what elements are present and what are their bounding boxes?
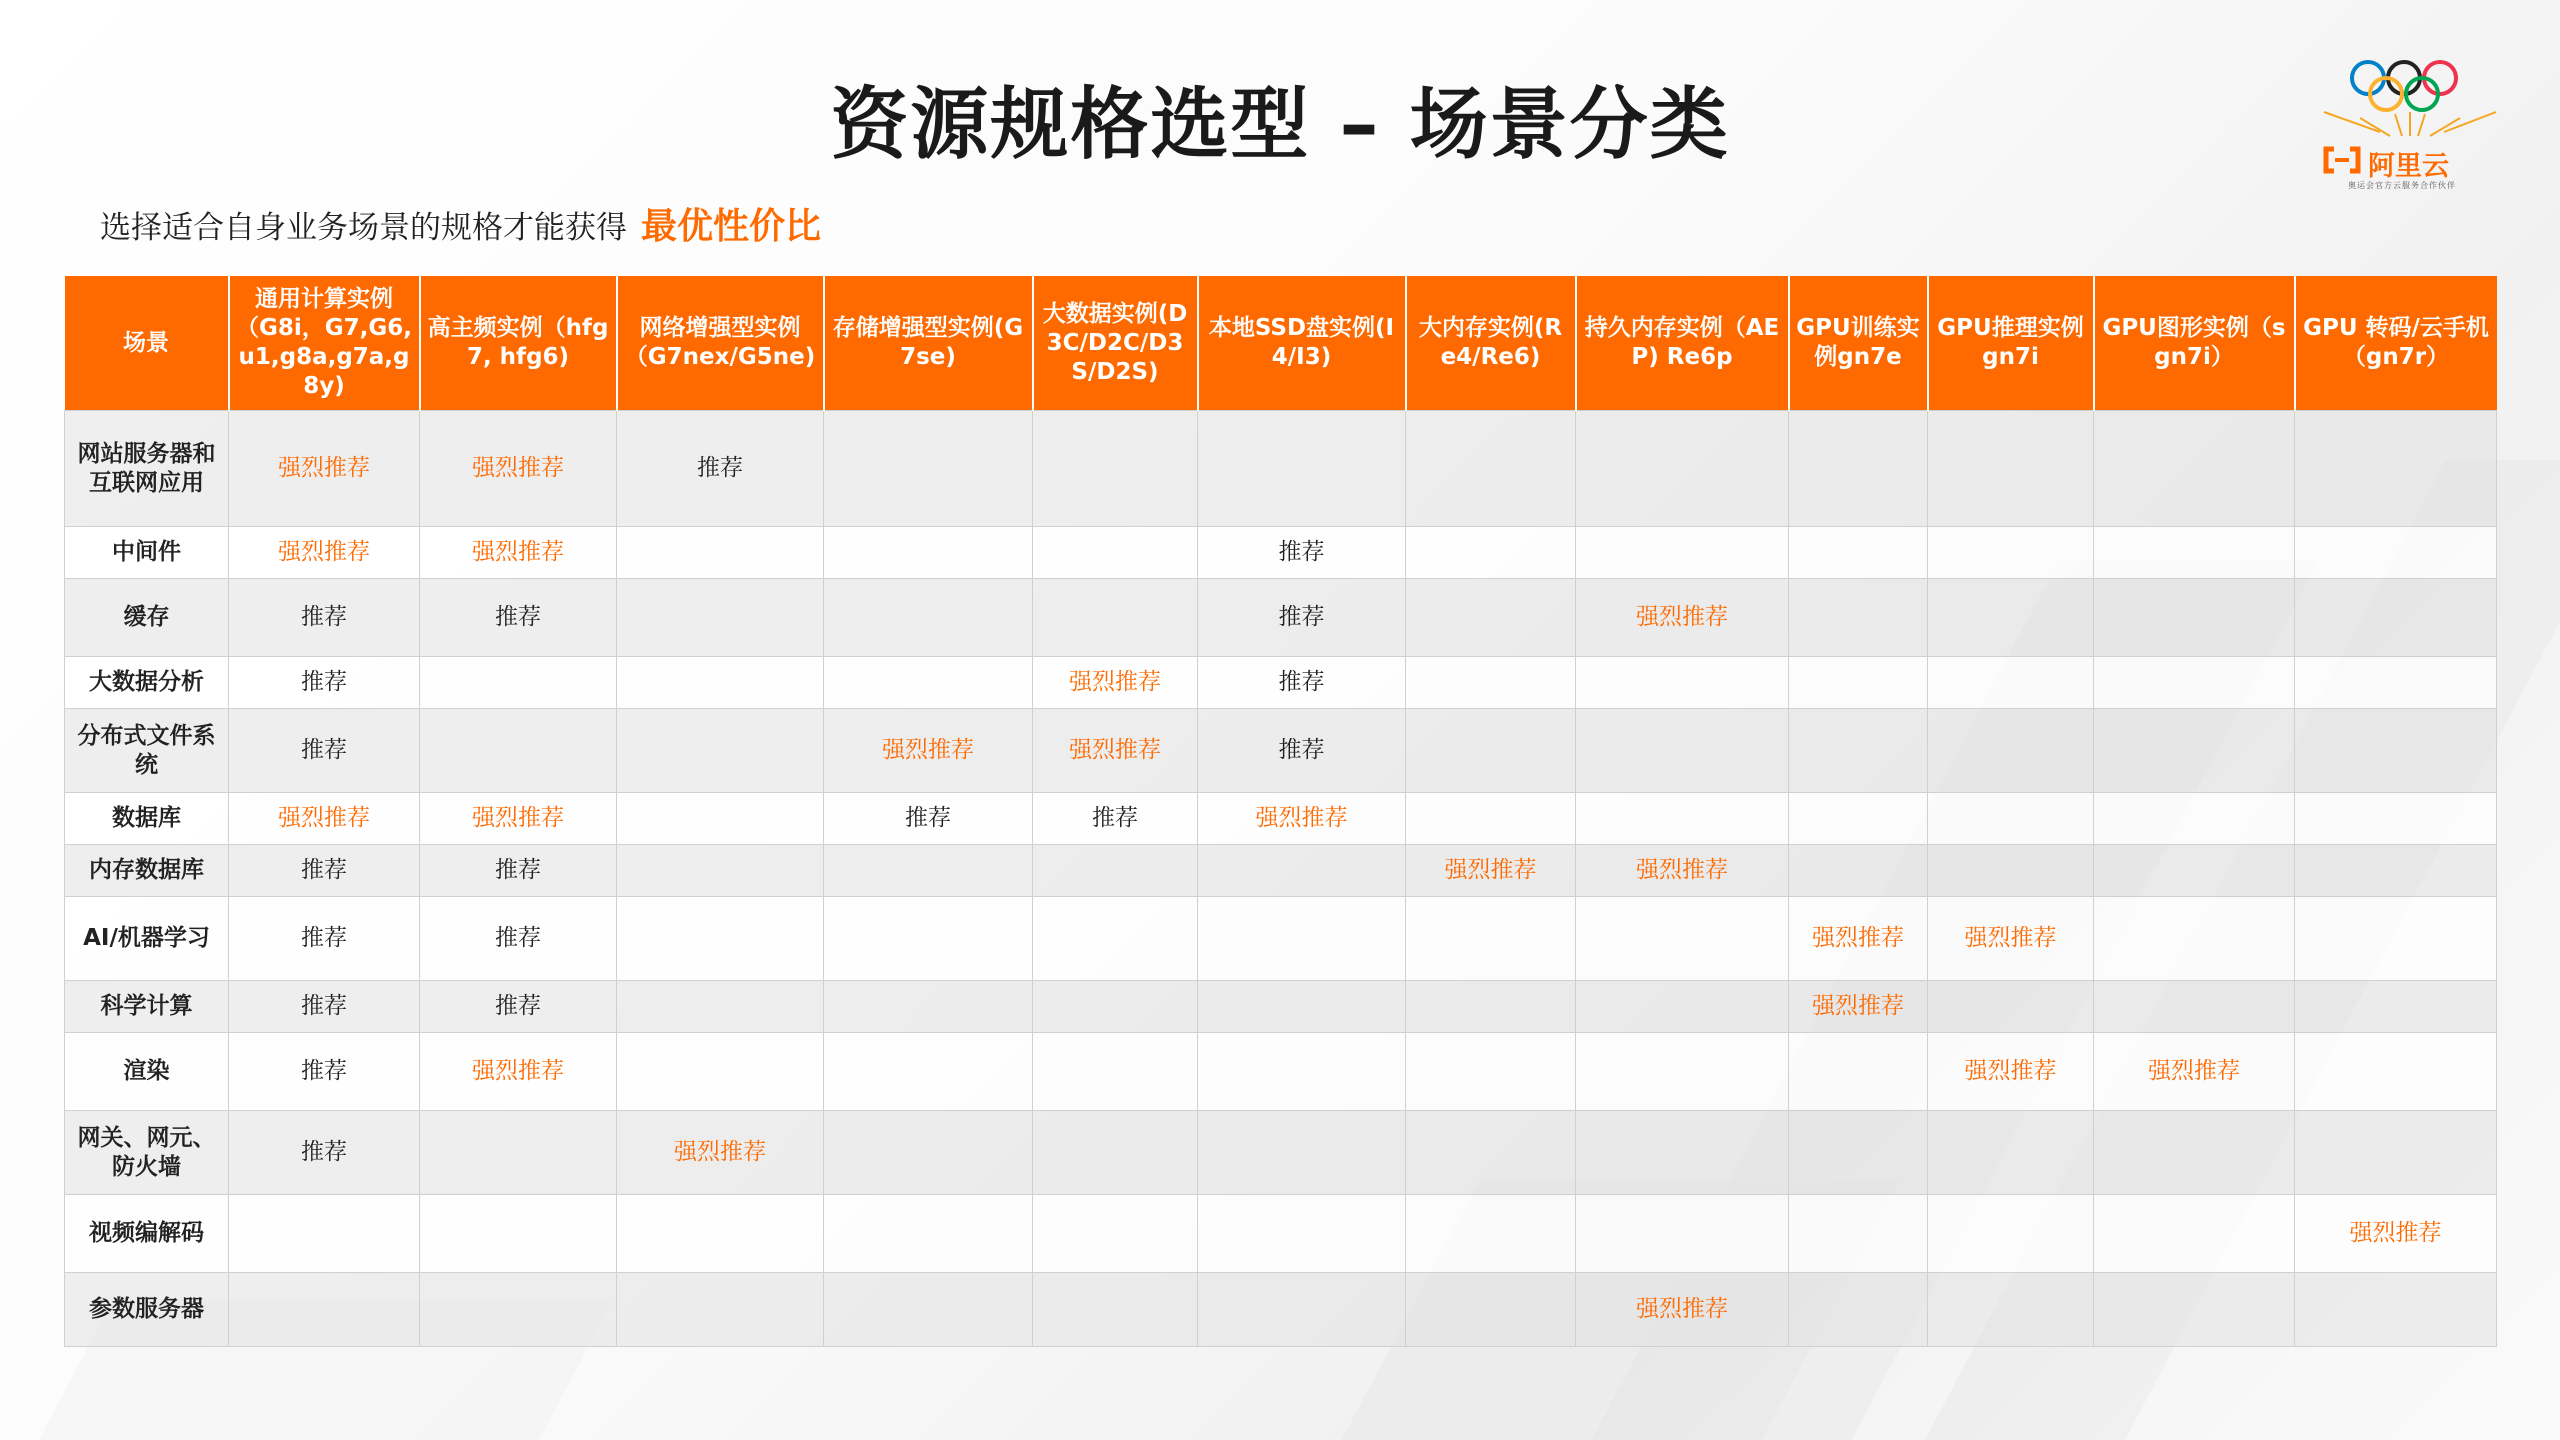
strong-recommend-cell: 强烈推荐 (1576, 579, 1789, 657)
empty-cell (824, 1273, 1033, 1347)
empty-cell (2094, 579, 2295, 657)
strong-recommend-cell: 强烈推荐 (1576, 845, 1789, 897)
empty-cell (1406, 657, 1576, 709)
empty-cell (2295, 845, 2497, 897)
empty-cell (1198, 411, 1406, 527)
column-header: 本地SSD盘实例(I4/I3) (1198, 276, 1406, 411)
column-header: 通用计算实例（G8i，G7,G6,u1,g8a,g7a,g8y) (229, 276, 420, 411)
empty-cell (1789, 1273, 1928, 1347)
empty-cell (1406, 579, 1576, 657)
olympic-rings-icon (2320, 52, 2500, 152)
strong-recommend-cell: 强烈推荐 (1789, 897, 1928, 981)
recommend-cell: 推荐 (617, 411, 824, 527)
empty-cell (1033, 845, 1198, 897)
empty-cell (617, 657, 824, 709)
empty-cell (420, 1195, 617, 1273)
empty-cell (1928, 981, 2094, 1033)
empty-cell (1406, 411, 1576, 527)
table-row (65, 709, 2497, 793)
subtitle (100, 198, 821, 249)
recommend-cell: 推荐 (1198, 527, 1406, 579)
recommend-cell: 推荐 (1198, 709, 1406, 793)
strong-recommend-cell: 强烈推荐 (229, 793, 420, 845)
recommend-cell: 推荐 (229, 709, 420, 793)
empty-cell (1928, 527, 2094, 579)
empty-cell (824, 981, 1033, 1033)
empty-cell (1033, 579, 1198, 657)
recommend-cell: 推荐 (229, 579, 420, 657)
strong-recommend-cell: 强烈推荐 (1406, 845, 1576, 897)
empty-cell (617, 579, 824, 657)
empty-cell (2094, 411, 2295, 527)
empty-cell (1928, 793, 2094, 845)
empty-cell (617, 527, 824, 579)
empty-cell (1928, 709, 2094, 793)
empty-cell (1406, 527, 1576, 579)
empty-cell (1406, 981, 1576, 1033)
empty-cell (1033, 1273, 1198, 1347)
empty-cell (1576, 1111, 1789, 1195)
aliyun-bracket-icon (2322, 146, 2362, 174)
recommend-cell: 推荐 (1198, 579, 1406, 657)
empty-cell (1198, 1273, 1406, 1347)
recommend-cell: 推荐 (229, 1033, 420, 1111)
empty-cell (1406, 1111, 1576, 1195)
page-title: 资源规格选型 – 场景分类 (830, 80, 1730, 170)
empty-cell (1198, 1111, 1406, 1195)
empty-cell (824, 1111, 1033, 1195)
strong-recommend-cell: 强烈推荐 (1928, 897, 2094, 981)
empty-cell (1789, 1111, 1928, 1195)
table-header-row (65, 276, 2497, 411)
scenario-table (64, 276, 2497, 1347)
strong-recommend-cell: 强烈推荐 (1789, 981, 1928, 1033)
empty-cell (1406, 897, 1576, 981)
strong-recommend-cell: 强烈推荐 (1033, 709, 1198, 793)
recommend-cell: 推荐 (229, 1111, 420, 1195)
scene-cell: AI/机器学习 (65, 897, 229, 981)
empty-cell (2295, 709, 2497, 793)
empty-cell (617, 1195, 824, 1273)
logo-tagline: 奥运会官方云服务合作伙伴 (2348, 181, 2456, 190)
column-header: 网络增强型实例（G7nex/G5ne) (617, 276, 824, 411)
table-row (65, 527, 2497, 579)
empty-cell (824, 897, 1033, 981)
empty-cell (1198, 1033, 1406, 1111)
scene-cell: 视频编解码 (65, 1195, 229, 1273)
empty-cell (2094, 845, 2295, 897)
empty-cell (1198, 845, 1406, 897)
empty-cell (2295, 793, 2497, 845)
strong-recommend-cell: 强烈推荐 (420, 793, 617, 845)
scene-cell: 网关、网元、防火墙 (65, 1111, 229, 1195)
scene-cell: 内存数据库 (65, 845, 229, 897)
strong-recommend-cell: 强烈推荐 (1198, 793, 1406, 845)
strong-recommend-cell: 强烈推荐 (1928, 1033, 2094, 1111)
empty-cell (1033, 1033, 1198, 1111)
scene-cell: 渲染 (65, 1033, 229, 1111)
empty-cell (1033, 527, 1198, 579)
scene-cell: 数据库 (65, 793, 229, 845)
empty-cell (1406, 793, 1576, 845)
table-row (65, 1033, 2497, 1111)
column-header: 大数据实例(D3C/D2C/D3S/D2S) (1033, 276, 1198, 411)
empty-cell (1576, 527, 1789, 579)
empty-cell (1928, 845, 2094, 897)
strong-recommend-cell: 强烈推荐 (2094, 1033, 2295, 1111)
recommend-cell: 推荐 (420, 579, 617, 657)
empty-cell (2295, 981, 2497, 1033)
empty-cell (1789, 579, 1928, 657)
empty-cell (1033, 1111, 1198, 1195)
empty-cell (1928, 411, 2094, 527)
empty-cell (824, 411, 1033, 527)
empty-cell (1928, 1195, 2094, 1273)
empty-cell (1576, 411, 1789, 527)
empty-cell (1789, 793, 1928, 845)
scene-cell: 科学计算 (65, 981, 229, 1033)
table-row (65, 411, 2497, 527)
table-row (65, 845, 2497, 897)
empty-cell (1406, 709, 1576, 793)
empty-cell (1406, 1033, 1576, 1111)
column-header: GPU图形实例（sgn7i） (2094, 276, 2295, 411)
empty-cell (617, 1033, 824, 1111)
empty-cell (1198, 897, 1406, 981)
recommend-cell: 推荐 (824, 793, 1033, 845)
scene-cell: 中间件 (65, 527, 229, 579)
empty-cell (1928, 579, 2094, 657)
empty-cell (1789, 1033, 1928, 1111)
empty-cell (2094, 1273, 2295, 1347)
strong-recommend-cell: 强烈推荐 (1033, 657, 1198, 709)
strong-recommend-cell: 强烈推荐 (229, 527, 420, 579)
recommend-cell: 推荐 (1033, 793, 1198, 845)
strong-recommend-cell: 强烈推荐 (2295, 1195, 2497, 1273)
empty-cell (2094, 793, 2295, 845)
logo-brand-text: 阿里云 (2368, 151, 2449, 182)
scene-cell: 分布式文件系统 (65, 709, 229, 793)
empty-cell (824, 1195, 1033, 1273)
empty-cell (1576, 657, 1789, 709)
empty-cell (2295, 1273, 2497, 1347)
empty-cell (1033, 1195, 1198, 1273)
empty-cell (2094, 1195, 2295, 1273)
empty-cell (617, 709, 824, 793)
column-header: 大内存实例(Re4/Re6) (1406, 276, 1576, 411)
empty-cell (2094, 1111, 2295, 1195)
empty-cell (2094, 897, 2295, 981)
empty-cell (824, 579, 1033, 657)
empty-cell (2094, 709, 2295, 793)
empty-cell (1576, 1195, 1789, 1273)
recommend-cell: 推荐 (229, 845, 420, 897)
empty-cell (2295, 1111, 2497, 1195)
empty-cell (2295, 897, 2497, 981)
empty-cell (1033, 411, 1198, 527)
column-header: GPU推理实例gn7i (1928, 276, 2094, 411)
column-header: 高主频实例（hfg7, hfg6) (420, 276, 617, 411)
empty-cell (2295, 657, 2497, 709)
empty-cell (1928, 1273, 2094, 1347)
empty-cell (1789, 709, 1928, 793)
empty-cell (420, 657, 617, 709)
scene-cell: 大数据分析 (65, 657, 229, 709)
table-row (65, 1195, 2497, 1273)
empty-cell (1576, 897, 1789, 981)
empty-cell (2295, 527, 2497, 579)
scene-cell: 缓存 (65, 579, 229, 657)
recommend-cell: 推荐 (1198, 657, 1406, 709)
empty-cell (1789, 1195, 1928, 1273)
empty-cell (229, 1195, 420, 1273)
column-header-scene: 场景 (65, 276, 229, 411)
scene-cell: 网站服务器和互联网应用 (65, 411, 229, 527)
empty-cell (2094, 981, 2295, 1033)
empty-cell (1406, 1273, 1576, 1347)
empty-cell (1198, 1195, 1406, 1273)
empty-cell (2094, 527, 2295, 579)
empty-cell (2295, 1033, 2497, 1111)
empty-cell (1789, 657, 1928, 709)
empty-cell (2295, 579, 2497, 657)
logo (2320, 52, 2500, 192)
strong-recommend-cell: 强烈推荐 (824, 709, 1033, 793)
empty-cell (2295, 411, 2497, 527)
recommend-cell: 推荐 (420, 897, 617, 981)
empty-cell (824, 527, 1033, 579)
scene-cell: 参数服务器 (65, 1273, 229, 1347)
empty-cell (2094, 657, 2295, 709)
recommend-cell: 推荐 (420, 845, 617, 897)
empty-cell (1789, 411, 1928, 527)
empty-cell (824, 845, 1033, 897)
column-header: 持久内存实例（AEP) Re6p (1576, 276, 1789, 411)
empty-cell (1033, 897, 1198, 981)
recommend-cell: 推荐 (420, 981, 617, 1033)
empty-cell (617, 897, 824, 981)
empty-cell (1789, 527, 1928, 579)
subtitle-text: 选择适合自身业务场景的规格才能获得 (100, 210, 627, 246)
table-row (65, 657, 2497, 709)
recommend-cell: 推荐 (229, 657, 420, 709)
table-row (65, 1273, 2497, 1347)
strong-recommend-cell: 强烈推荐 (617, 1111, 824, 1195)
empty-cell (1928, 1111, 2094, 1195)
strong-recommend-cell: 强烈推荐 (420, 411, 617, 527)
empty-cell (1406, 1195, 1576, 1273)
table-row (65, 981, 2497, 1033)
empty-cell (420, 1111, 617, 1195)
column-header: 存储增强型实例(G7se) (824, 276, 1033, 411)
strong-recommend-cell: 强烈推荐 (420, 1033, 617, 1111)
empty-cell (824, 657, 1033, 709)
empty-cell (1576, 981, 1789, 1033)
empty-cell (1576, 793, 1789, 845)
empty-cell (824, 1033, 1033, 1111)
recommend-cell: 推荐 (229, 897, 420, 981)
recommend-cell: 推荐 (229, 981, 420, 1033)
empty-cell (1033, 981, 1198, 1033)
empty-cell (1789, 845, 1928, 897)
empty-cell (617, 1273, 824, 1347)
empty-cell (420, 709, 617, 793)
empty-cell (1198, 981, 1406, 1033)
empty-cell (617, 981, 824, 1033)
column-header: GPU训练实例gn7e (1789, 276, 1928, 411)
table-row (65, 579, 2497, 657)
subtitle-highlight: 最优性价比 (641, 206, 822, 247)
empty-cell (617, 793, 824, 845)
strong-recommend-cell: 强烈推荐 (229, 411, 420, 527)
table-row (65, 793, 2497, 845)
empty-cell (229, 1273, 420, 1347)
strong-recommend-cell: 强烈推荐 (1576, 1273, 1789, 1347)
strong-recommend-cell: 强烈推荐 (420, 527, 617, 579)
empty-cell (1576, 1033, 1789, 1111)
empty-cell (1928, 657, 2094, 709)
table-row (65, 1111, 2497, 1195)
empty-cell (617, 845, 824, 897)
table-row (65, 897, 2497, 981)
empty-cell (420, 1273, 617, 1347)
column-header: GPU 转码/云手机（gn7r） (2295, 276, 2497, 411)
empty-cell (1576, 709, 1789, 793)
